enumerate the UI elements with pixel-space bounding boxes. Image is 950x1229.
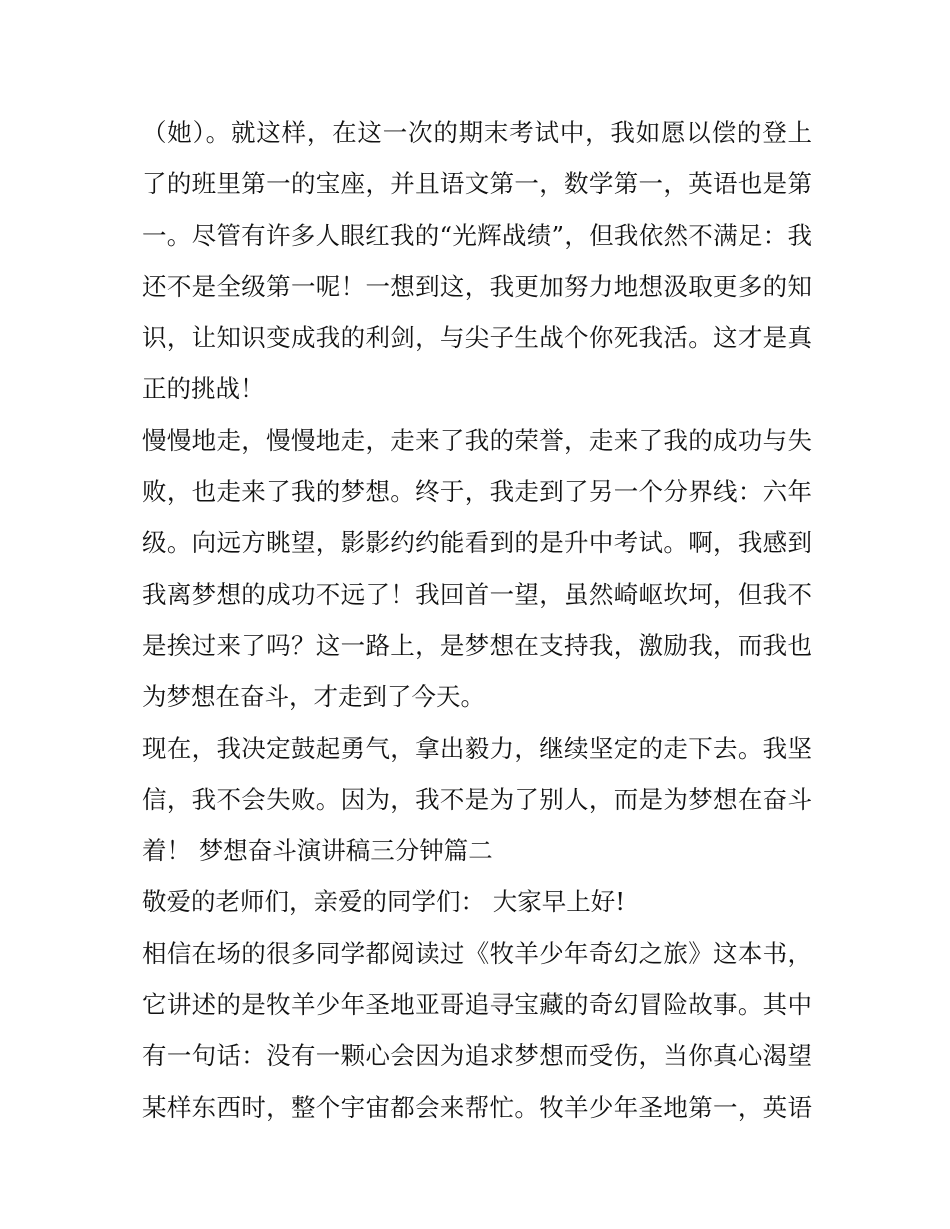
text-line: 是挨过来了吗？这一路上，是梦想在支持我，激励我，而我也	[142, 630, 812, 660]
text-line: 一。尽管有许多人眼红我的“光辉战绩”，但我依然不满足：我	[142, 220, 812, 250]
text-line: 还不是全级第一呢！一想到这，我更加努力地想汲取更多的知	[142, 271, 812, 301]
text-line: 相信在场的很多同学都阅读过《牧羊少年奇幻之旅》这本书，	[142, 938, 812, 968]
text-line: 某样东西时，整个宇宙都会来帮忙。牧羊少年圣地第一，英语	[142, 1092, 812, 1122]
document-body	[142, 107, 812, 1133]
text-line: 识，让知识变成我的利剑，与尖子生战个你死我活。这才是真	[142, 323, 812, 353]
text-line: 级。向远方眺望，影影约约能看到的是升中考试。啊，我感到	[142, 528, 812, 558]
text-line: 正的挑战！	[142, 374, 265, 404]
text-line: 敬爱的老师们，亲爱的同学们： 大家早上好!	[142, 887, 626, 917]
text-line: 着！ 梦想奋斗演讲稿三分钟篇二	[142, 836, 493, 866]
text-line: （她）。就这样，在这一次的期末考试中，我如愿以偿的登上	[142, 118, 812, 147]
text-line: 信，我不会失败。因为，我不是为了别人，而是为梦想在奋斗	[142, 784, 812, 814]
text-line: 慢慢地走，慢慢地走，走来了我的荣誉，走来了我的成功与失	[142, 425, 812, 455]
text-line: 它讲述的是牧羊少年圣地亚哥追寻宝藏的奇幻冒险故事。其中	[142, 990, 812, 1020]
text-line: 有一句话：没有一颗心会因为追求梦想而受伤，当你真心渴望	[142, 1041, 812, 1071]
text-line: 败，也走来了我的梦想。终于，我走到了另一个分界线：六年	[142, 477, 812, 507]
text-line: 我离梦想的成功不远了！我回首一望，虽然崎岖坎坷，但我不	[142, 579, 812, 609]
text-line: 现在，我决定鼓起勇气，拿出毅力，继续坚定的走下去。我坚	[142, 733, 812, 763]
text-line: 了的班里第一的宝座，并且语文第一，数学第一，英语也是第	[142, 169, 812, 199]
text-line: 为梦想在奋斗，才走到了今天。	[142, 682, 485, 712]
